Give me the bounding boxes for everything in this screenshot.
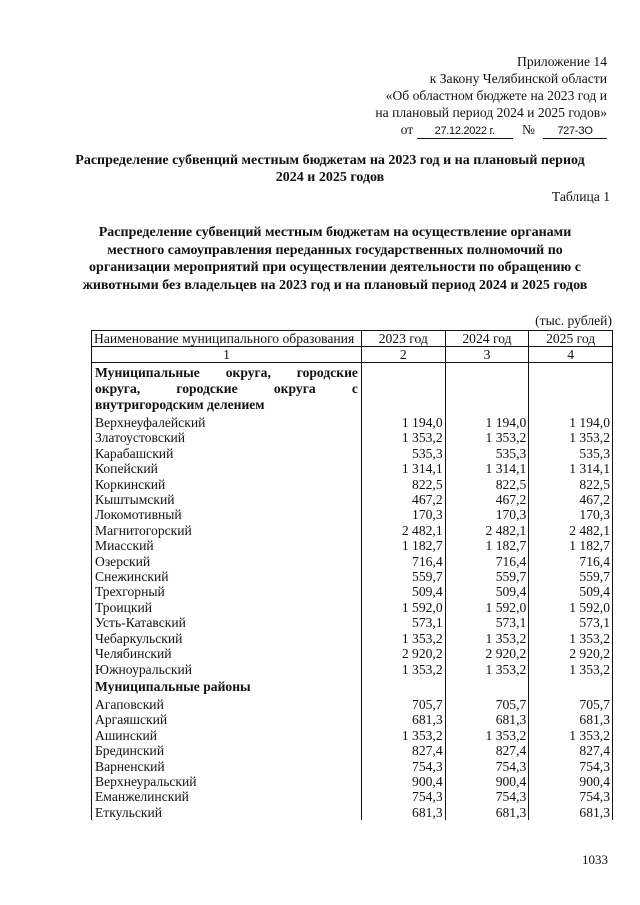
table-row: [92, 415, 613, 430]
value-2023: 1 353,2: [361, 728, 445, 743]
appendix-line-4: на плановый период 2024 и 2025 годов»: [375, 105, 607, 120]
header-2023: 2023 год: [361, 331, 445, 347]
table-row: [92, 662, 613, 677]
column-number: 4: [529, 347, 613, 363]
number-sign: №: [522, 122, 535, 137]
table-row: [92, 728, 613, 743]
table-row: [92, 446, 613, 461]
table-row: [92, 697, 613, 712]
municipality-name: Агаповский: [92, 697, 362, 712]
value-2024: 170,3: [445, 507, 529, 522]
value-2024: 681,3: [445, 805, 529, 820]
municipality-name: Челябинский: [92, 646, 362, 661]
value-2024: 1 194,0: [445, 415, 529, 430]
municipality-name: Верхнеуфалейский: [92, 415, 362, 430]
value-2023: 1 353,2: [361, 430, 445, 445]
empty-cell: [529, 677, 613, 697]
empty-cell: [529, 363, 613, 416]
table-row: [92, 631, 613, 646]
table-row: [92, 600, 613, 615]
value-2024: 716,4: [445, 554, 529, 569]
empty-cell: [445, 677, 529, 697]
value-2025: 827,4: [529, 743, 613, 758]
value-2025: 1 353,2: [529, 662, 613, 677]
value-2023: 467,2: [361, 492, 445, 507]
value-2024: 1 592,0: [445, 600, 529, 615]
value-2024: 1 353,2: [445, 662, 529, 677]
table-row: [92, 789, 613, 804]
table-row: [92, 712, 613, 727]
value-2025: 1 353,2: [529, 430, 613, 445]
value-2024: 1 353,2: [445, 728, 529, 743]
table-row: [92, 759, 613, 774]
municipality-name: Южноуральский: [92, 662, 362, 677]
value-2025: 559,7: [529, 569, 613, 584]
appendix-line-1: Приложение 14: [517, 54, 607, 69]
header-2025: 2025 год: [529, 331, 613, 347]
table-row: [92, 774, 613, 789]
table-row: [92, 554, 613, 569]
value-2025: 535,3: [529, 446, 613, 461]
table-row: [92, 615, 613, 630]
group-heading: Муниципальные районы: [92, 677, 362, 697]
municipality-name: Варненский: [92, 759, 362, 774]
table-row: [92, 461, 613, 476]
municipality-name: Коркинский: [92, 477, 362, 492]
value-2023: 509,4: [361, 584, 445, 599]
value-2025: 822,5: [529, 477, 613, 492]
value-2023: 705,7: [361, 697, 445, 712]
value-2023: 2 920,2: [361, 646, 445, 661]
value-2025: 754,3: [529, 759, 613, 774]
municipality-name: Златоустовский: [92, 430, 362, 445]
value-2025: 1 194,0: [529, 415, 613, 430]
value-2024: 900,4: [445, 774, 529, 789]
value-2025: 705,7: [529, 697, 613, 712]
value-2025: 754,3: [529, 789, 613, 804]
value-2024: 1 314,1: [445, 461, 529, 476]
value-2025: 467,2: [529, 492, 613, 507]
value-2025: 1 592,0: [529, 600, 613, 615]
value-2025: 681,3: [529, 805, 613, 820]
header-municipality: Наименование муниципального образования: [92, 331, 362, 347]
appendix-reference: [307, 53, 607, 139]
column-number: 1: [92, 347, 362, 363]
value-2024: 535,3: [445, 446, 529, 461]
municipality-name: Озерский: [92, 554, 362, 569]
empty-cell: [361, 363, 445, 416]
table-row: [92, 805, 613, 820]
units-label: (тыс. рублей): [535, 313, 612, 328]
value-2023: 1 353,2: [361, 631, 445, 646]
table-row: [92, 507, 613, 522]
column-number: 3: [445, 347, 529, 363]
municipality-name: Троицкий: [92, 600, 362, 615]
municipality-name: Брединский: [92, 743, 362, 758]
municipality-name: Локомотивный: [92, 507, 362, 522]
table-body: [92, 363, 613, 821]
value-2024: 754,3: [445, 789, 529, 804]
value-2023: 1 314,1: [361, 461, 445, 476]
value-2023: 1 194,0: [361, 415, 445, 430]
value-2023: 827,4: [361, 743, 445, 758]
table-row: [92, 743, 613, 758]
value-2023: 535,3: [361, 446, 445, 461]
value-2023: 2 482,1: [361, 523, 445, 538]
table-subtitle: Распределение субвенций местным бюджетам на осуществление органами местного самоуправления переданных государственных полномочий по организации мероприятий при осуществлении деятельности по обращению с животными без владельцев на 2023 год и на плановый период 2024 и 2025 годов: [82, 225, 588, 293]
value-2025: 1 314,1: [529, 461, 613, 476]
municipality-name: Верхнеуральский: [92, 774, 362, 789]
table-row: [92, 477, 613, 492]
municipality-name: Трехгорный: [92, 584, 362, 599]
municipality-name: Миасский: [92, 538, 362, 553]
table-row: [92, 569, 613, 584]
value-2024: 2 920,2: [445, 646, 529, 661]
value-2025: 681,3: [529, 712, 613, 727]
value-2024: 1 353,2: [445, 430, 529, 445]
empty-cell: [445, 363, 529, 416]
value-2024: 754,3: [445, 759, 529, 774]
law-number: 727-ЗО: [543, 125, 607, 139]
value-2023: 822,5: [361, 477, 445, 492]
group-heading: Муниципальные округа, городские округа, городские округа с внутригородским делением: [92, 363, 362, 416]
subventions-table: [91, 330, 613, 820]
value-2025: 170,3: [529, 507, 613, 522]
municipality-name: Снежинский: [92, 569, 362, 584]
value-2023: 681,3: [361, 712, 445, 727]
value-2024: 705,7: [445, 697, 529, 712]
law-date: 27.12.2022 г.: [417, 125, 513, 139]
value-2024: 467,2: [445, 492, 529, 507]
table-row: [92, 492, 613, 507]
page-number: 1033: [582, 852, 608, 867]
municipality-name: Ашинский: [92, 728, 362, 743]
value-2023: 716,4: [361, 554, 445, 569]
value-2024: 509,4: [445, 584, 529, 599]
municipality-name: Еманжелинский: [92, 789, 362, 804]
law-date-line: [307, 121, 607, 139]
municipality-name: Аргаяшский: [92, 712, 362, 727]
empty-cell: [361, 677, 445, 697]
value-2024: 822,5: [445, 477, 529, 492]
table-row: [92, 646, 613, 661]
municipality-name: Чебаркульский: [92, 631, 362, 646]
value-2025: 1 182,7: [529, 538, 613, 553]
value-2025: 716,4: [529, 554, 613, 569]
value-2023: 559,7: [361, 569, 445, 584]
value-2024: 1 353,2: [445, 631, 529, 646]
from-label: от: [400, 122, 414, 137]
value-2024: 681,3: [445, 712, 529, 727]
value-2024: 1 182,7: [445, 538, 529, 553]
municipality-name: Копейский: [92, 461, 362, 476]
municipality-name: Магнитогорский: [92, 523, 362, 538]
value-2023: 754,3: [361, 789, 445, 804]
column-number: 2: [361, 347, 445, 363]
municipality-name: Карабашский: [92, 446, 362, 461]
document-title: Распределение субвенций местным бюджетам на 2023 год и на плановый период 2024 и 2025 годов: [75, 153, 585, 185]
value-2025: 900,4: [529, 774, 613, 789]
table-row: [92, 584, 613, 599]
municipality-name: Кыштымский: [92, 492, 362, 507]
value-2024: 573,1: [445, 615, 529, 630]
value-2023: 1 182,7: [361, 538, 445, 553]
value-2025: 2 482,1: [529, 523, 613, 538]
column-number-row: [92, 347, 613, 363]
appendix-line-3: «Об областном бюджете на 2023 год и: [385, 88, 607, 103]
appendix-line-2: к Закону Челябинской области: [429, 71, 607, 86]
value-2024: 2 482,1: [445, 523, 529, 538]
value-2024: 827,4: [445, 743, 529, 758]
value-2023: 170,3: [361, 507, 445, 522]
table-row: [92, 538, 613, 553]
table-label: Таблица 1: [551, 189, 610, 204]
group-heading-row: [92, 363, 613, 416]
value-2025: 2 920,2: [529, 646, 613, 661]
table-row: [92, 430, 613, 445]
table-row: [92, 523, 613, 538]
municipality-name: Усть-Катавский: [92, 615, 362, 630]
value-2024: 559,7: [445, 569, 529, 584]
value-2023: 1 353,2: [361, 662, 445, 677]
table-header-row: [92, 331, 613, 347]
value-2023: 900,4: [361, 774, 445, 789]
value-2023: 1 592,0: [361, 600, 445, 615]
header-2024: 2024 год: [445, 331, 529, 347]
value-2023: 573,1: [361, 615, 445, 630]
value-2023: 754,3: [361, 759, 445, 774]
value-2025: 1 353,2: [529, 631, 613, 646]
municipality-name: Еткульский: [92, 805, 362, 820]
group-heading-row: [92, 677, 613, 697]
value-2023: 681,3: [361, 805, 445, 820]
value-2025: 573,1: [529, 615, 613, 630]
value-2025: 1 353,2: [529, 728, 613, 743]
value-2025: 509,4: [529, 584, 613, 599]
